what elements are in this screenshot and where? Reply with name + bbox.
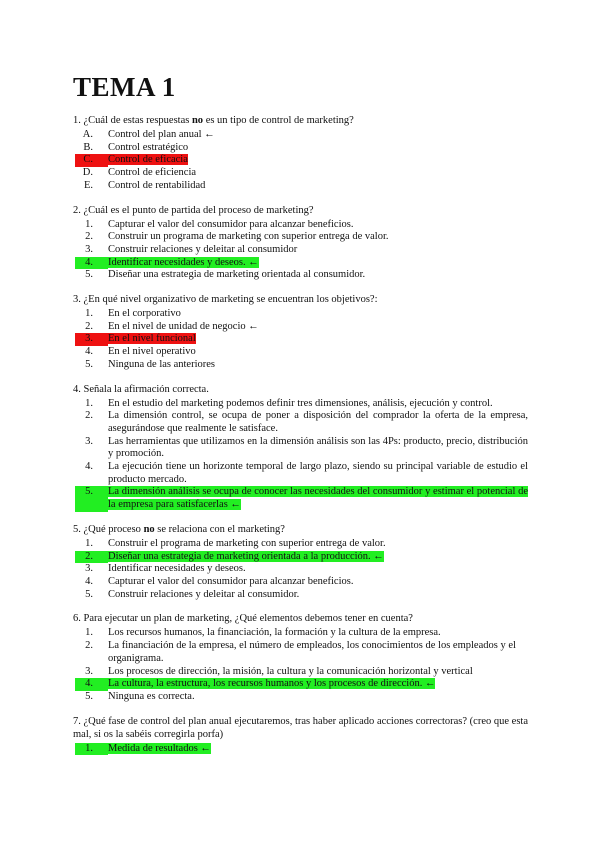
option-marker: 5. (85, 269, 93, 281)
answer-option (73, 219, 528, 232)
question-prefix: 4. Señala la afirmación correcta. (73, 383, 209, 395)
option-text-highlighted-green: Identificar necesidades y deseos. ← (108, 256, 259, 268)
option-marker: E. (83, 179, 93, 191)
option-marker: 2. (85, 231, 93, 243)
option-marker: B. (83, 141, 93, 153)
answer-option-incorrect (73, 333, 528, 346)
option-marker: 1. (85, 308, 93, 320)
answer-option-correct (73, 678, 528, 691)
answer-option (73, 436, 528, 461)
option-text: Las herramientas que utilizamos en la dimensión análisis son las 4Ps: producto, precio, distribución y promoción. (108, 435, 528, 460)
answer-option (73, 627, 528, 640)
answer-option-correct (73, 257, 528, 270)
answer-option (73, 180, 528, 193)
question-text (73, 293, 528, 306)
answer-list (73, 308, 528, 372)
option-marker: 4. (85, 575, 93, 587)
option-marker: 5. (85, 690, 93, 702)
question-text (73, 204, 528, 217)
question-text (73, 715, 528, 741)
answer-option (73, 576, 528, 589)
answer-option-correct (73, 743, 528, 756)
option-text-highlighted-green: Medida de resultados ← (108, 742, 211, 754)
question-text (73, 383, 528, 396)
answer-option-correct (73, 551, 528, 564)
option-marker: 4. (75, 678, 108, 691)
answer-option (73, 398, 528, 411)
answer-option (73, 244, 528, 257)
answer-option (73, 410, 528, 435)
option-marker: 3. (85, 435, 93, 447)
option-marker: 5. (85, 358, 93, 370)
option-marker: 3. (75, 333, 108, 346)
option-text: Construir el programa de marketing con superior entrega de valor. (108, 537, 386, 549)
option-text: Capturar el valor del consumidor para alcanzar beneficios. (108, 575, 354, 587)
question-prefix: 3. ¿En qué nivel organizativo de marketing se encuentran los objetivos?: (73, 294, 378, 306)
option-text: Los procesos de dirección, la misión, la cultura y la comunicación horizontal y vertical (108, 665, 473, 677)
option-text: La ejecución tiene un horizonte temporal de largo plazo, siendo su principal variable de estudio el producto mercado. (108, 461, 528, 485)
answer-list (73, 398, 528, 512)
question-5 (73, 523, 528, 602)
answer-list (73, 129, 528, 193)
option-marker: 2. (85, 410, 93, 422)
option-marker: 4. (85, 346, 93, 358)
option-marker: 3. (85, 563, 93, 575)
option-marker: 2. (75, 551, 108, 564)
option-marker: 1. (85, 627, 93, 639)
option-marker: 4. (85, 461, 93, 473)
option-marker: C. (75, 154, 108, 167)
answer-list (73, 627, 528, 703)
option-text: Construir relaciones y deleitar al consumidor. (108, 588, 300, 600)
option-marker: 1. (85, 397, 93, 409)
option-text: En el estudio del marketing podemos definir tres dimensiones, análisis, ejecución y control. (108, 397, 493, 409)
question-prefix: 2. ¿Cuál es el punto de partida del proceso de marketing? (73, 204, 314, 216)
option-text: La dimensión control, se ocupa de poner a disposición del comprador la oferta de la empresa, asegurándose que realmente le satisface. (108, 410, 528, 434)
question-suffix: es un tipo de control de marketing? (203, 115, 354, 126)
answer-list (73, 743, 528, 756)
answer-option (73, 563, 528, 576)
answer-option (73, 231, 528, 244)
option-marker: 1. (75, 743, 108, 756)
answer-option (73, 142, 528, 155)
option-text: La financiación de la empresa, el número de empleados, los conocimientos de los empleados y el organigrama. (108, 640, 516, 664)
option-text: Control de rentabilidad (108, 179, 206, 191)
option-marker: 3. (85, 243, 93, 255)
question-text (73, 523, 528, 536)
question-prefix: 6. Para ejecutar un plan de marketing, ¿Qué elementos debemos tener en cuenta? (73, 613, 413, 625)
answer-option-incorrect (73, 154, 528, 167)
option-text: Control estratégico (108, 141, 189, 153)
option-marker: 2. (85, 640, 93, 652)
question-emphasis: no (143, 523, 155, 535)
answer-option-correct (73, 486, 528, 511)
document-page (73, 70, 528, 766)
page-title: TEMA 1 (73, 72, 176, 102)
option-text-highlighted-red: Control de eficacia (108, 154, 188, 166)
question-7 (73, 715, 528, 756)
answer-option (73, 538, 528, 551)
option-marker: A. (82, 129, 93, 140)
question-4 (73, 383, 528, 512)
option-text: En el corporativo (108, 308, 181, 320)
answer-option (73, 346, 528, 359)
option-marker: 3. (85, 665, 93, 677)
answer-list (73, 219, 528, 283)
question-6 (73, 612, 528, 703)
option-text: En el nivel operativo (108, 346, 196, 358)
option-marker: 5. (85, 588, 93, 600)
option-text: Capturar el valor del consumidor para alcanzar beneficios. (108, 218, 354, 230)
answer-option (73, 129, 528, 142)
question-prefix: 7. ¿Qué fase de control del plan anual ejecutaremos, tras haber aplicado acciones correctoras? (creo que esta mal, si os la sabéis corregirla porfa) (73, 715, 528, 740)
question-prefix: 5. ¿Qué proceso (73, 523, 144, 535)
option-text: Control del plan anual ← (108, 129, 215, 140)
answer-list (73, 538, 528, 602)
option-text: Control de eficiencia (108, 167, 197, 179)
option-text: Identificar necesidades y deseos. (108, 563, 246, 575)
question-text (73, 612, 528, 625)
option-marker: 5. (75, 486, 108, 511)
answer-option (73, 269, 528, 282)
question-emphasis: no (191, 115, 204, 126)
answer-option (73, 167, 528, 180)
option-text-highlighted-green: La cultura, la estructura, los recursos humanos y los procesos de dirección. ← (108, 678, 436, 690)
option-text-highlighted-green: La dimensión análisis se ocupa de conocer las necesidades del consumidor y estimar el potencial de la empresa para satisfacerlas ← (108, 486, 528, 511)
option-text: Ninguna es correcta. (108, 690, 195, 702)
answer-option (73, 691, 528, 704)
question-suffix: se relaciona con el marketing? (154, 523, 285, 535)
option-text: Diseñar una estrategia de marketing orientada al consumidor. (108, 269, 366, 281)
option-marker: 4. (75, 257, 108, 270)
option-marker: D. (82, 167, 93, 179)
answer-option (73, 321, 528, 334)
question-2 (73, 204, 528, 283)
answer-option (73, 359, 528, 372)
option-text-highlighted-red: En el nivel funcional (108, 333, 196, 345)
option-text: Construir un programa de marketing con superior entrega de valor. (108, 231, 389, 243)
question-prefix: 1. ¿Cuál de estas respuestas (73, 115, 192, 126)
option-text-highlighted-green: Diseñar una estrategia de marketing orientada a la producción. ← (108, 550, 384, 562)
option-text: Ninguna de las anteriores (108, 358, 216, 370)
option-text: En el nivel de unidad de negocio ← (108, 320, 259, 332)
answer-option (73, 640, 528, 665)
answer-option (73, 589, 528, 602)
option-text: Los recursos humanos, la financiación, la formación y la cultura de la empresa. (108, 627, 441, 639)
question-3 (73, 293, 528, 372)
option-text: Construir relaciones y deleitar al consumidor (108, 243, 298, 255)
option-marker: 2. (85, 320, 93, 332)
answer-option (73, 308, 528, 321)
question-text (73, 114, 528, 127)
question-1 (73, 114, 528, 193)
answer-option (73, 666, 528, 679)
answer-option (73, 461, 528, 486)
option-marker: 1. (85, 218, 93, 230)
option-marker: 1. (85, 537, 93, 549)
